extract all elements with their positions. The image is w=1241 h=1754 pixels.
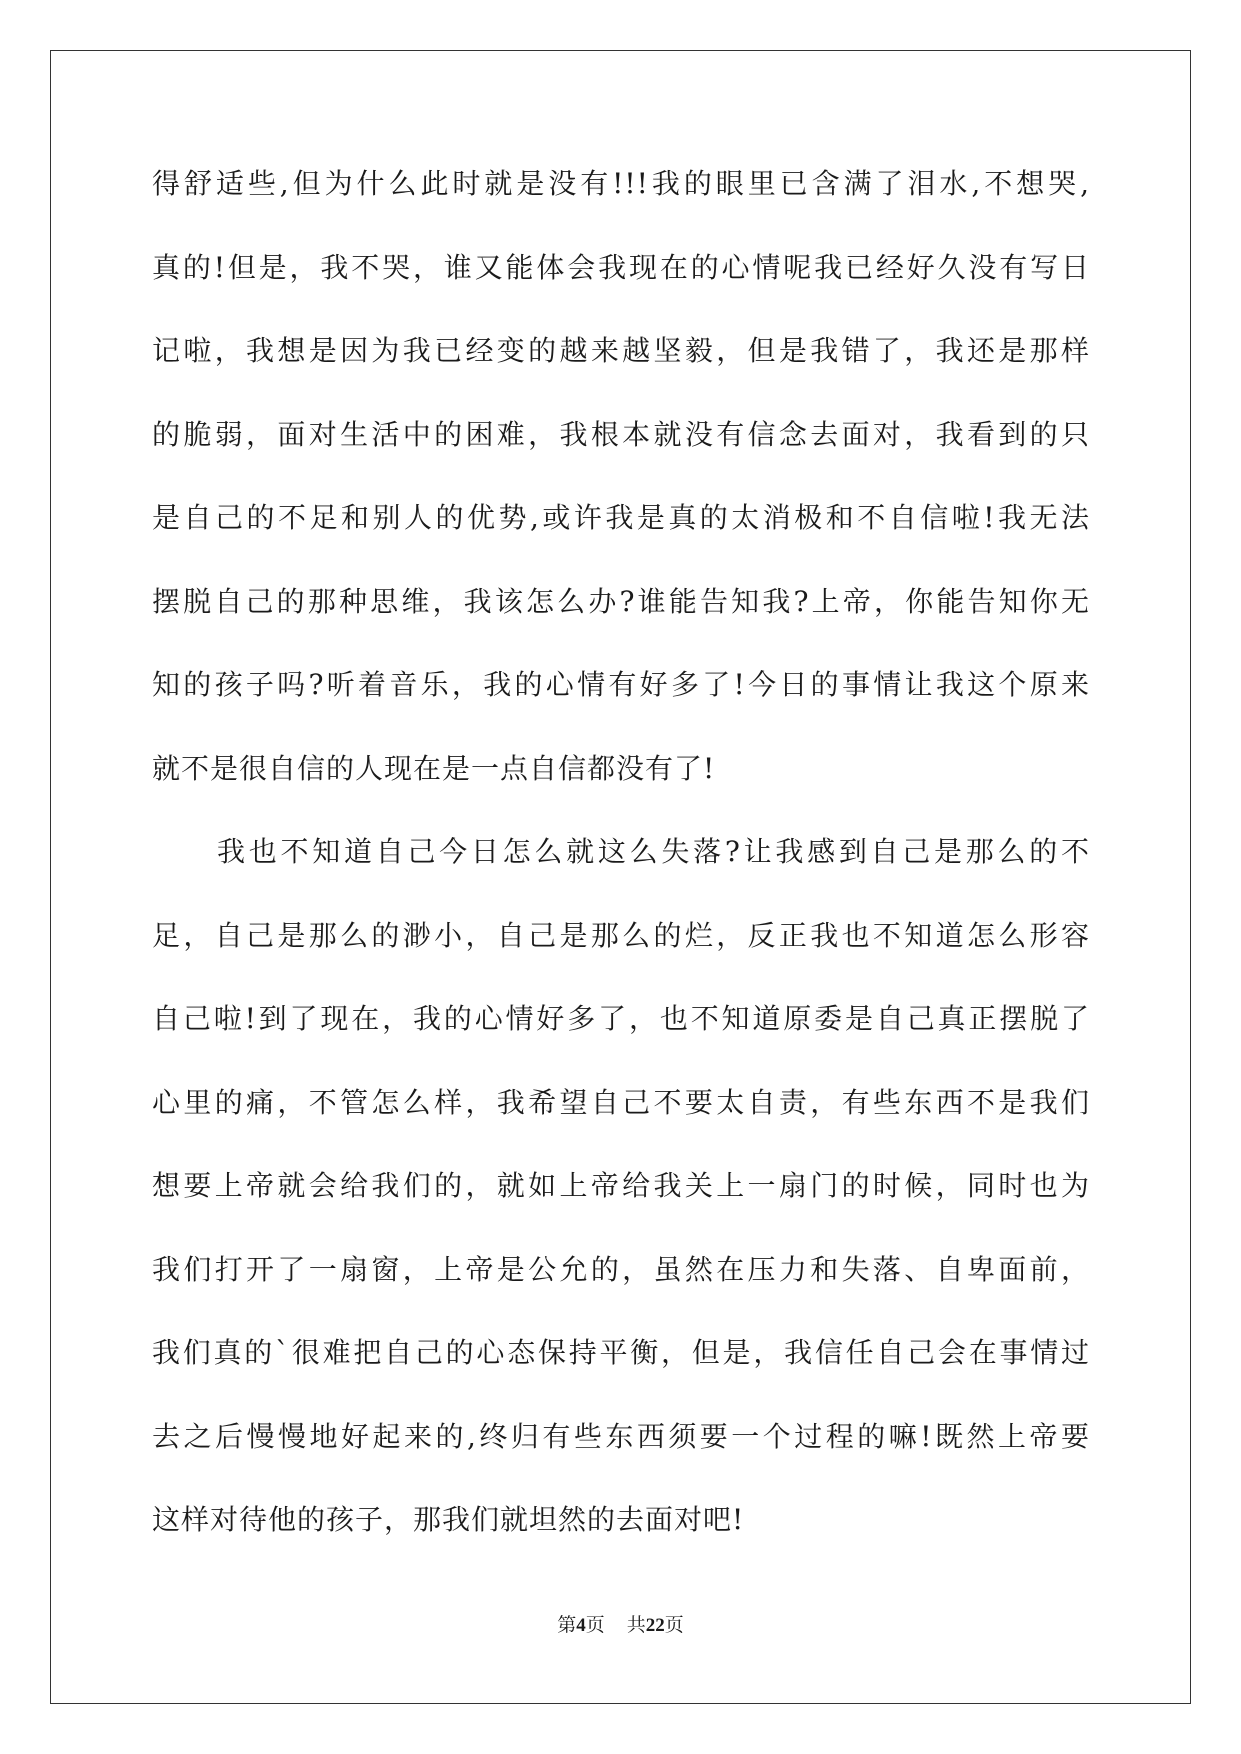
text-line: 我们真的`很难把自己的心态保持平衡，但是，我信任自己会在事情过 xyxy=(152,1336,1090,1369)
text-line: 去之后慢慢地好起来的,终归有些东西须要一个过程的嘛!既然上帝要 xyxy=(152,1419,1090,1453)
text-line: 记啦，我想是因为我已经变的越来越坚毅，但是我错了，我还是那样 xyxy=(152,334,1090,367)
page-total-suffix: 页 xyxy=(664,1614,684,1636)
text-line: 这样对待他的孩子，那我们就坦然的去面对吧! xyxy=(152,1503,745,1536)
text-line: 摆脱自己的那种思维，我该怎么办?谁能告知我?上帝，你能告知你无 xyxy=(152,584,1090,618)
page-number-prefix: 第 xyxy=(557,1614,577,1636)
document-body xyxy=(152,167,1090,1590)
page-number-suffix: 页 xyxy=(585,1614,605,1636)
text-line: 得舒适些,但为什么此时就是没有!!!我的眼里已含满了泪水,不想哭, xyxy=(152,167,1090,200)
text-line: 是自己的不足和别人的优势,或许我是真的太消极和不自信啦!我无法 xyxy=(152,501,1090,534)
page-number-current: 4 xyxy=(576,1615,586,1636)
text-line: 想要上帝就会给我们的，就如上帝给我关上一扇门的时候，同时也为 xyxy=(152,1169,1090,1202)
text-line: 就不是很自信的人现在是一点自信都没有了! xyxy=(152,751,716,785)
page-total-prefix: 共 xyxy=(626,1614,646,1636)
text-line: 足，自己是那么的渺小，自己是那么的烂，反正我也不知道怎么形容 xyxy=(152,918,1090,952)
text-line: 自己啦!到了现在，我的心情好多了，也不知道原委是自己真正摆脱了 xyxy=(152,1002,1090,1035)
page-footer xyxy=(0,1610,1241,1637)
text-line: 我们打开了一扇窗，上帝是公允的，虽然在压力和失落、自卑面前， xyxy=(152,1252,1090,1286)
text-line: 心里的痛，不管怎么样，我希望自己不要太自责，有些东西不是我们 xyxy=(152,1085,1090,1119)
text-line: 的脆弱，面对生活中的困难，我根本就没有信念去面对，我看到的只 xyxy=(152,417,1090,451)
text-line: 真的!但是，我不哭，谁又能体会我现在的心情呢我已经好久没有写日 xyxy=(152,250,1090,284)
text-line: 知的孩子吗?听着音乐，我的心情有好多了!今日的事情让我这个原来 xyxy=(152,668,1090,701)
page-number-total: 22 xyxy=(645,1615,665,1636)
text-line: 我也不知道自己今日怎么就这么失落?让我感到自己是那么的不 xyxy=(217,835,1090,868)
